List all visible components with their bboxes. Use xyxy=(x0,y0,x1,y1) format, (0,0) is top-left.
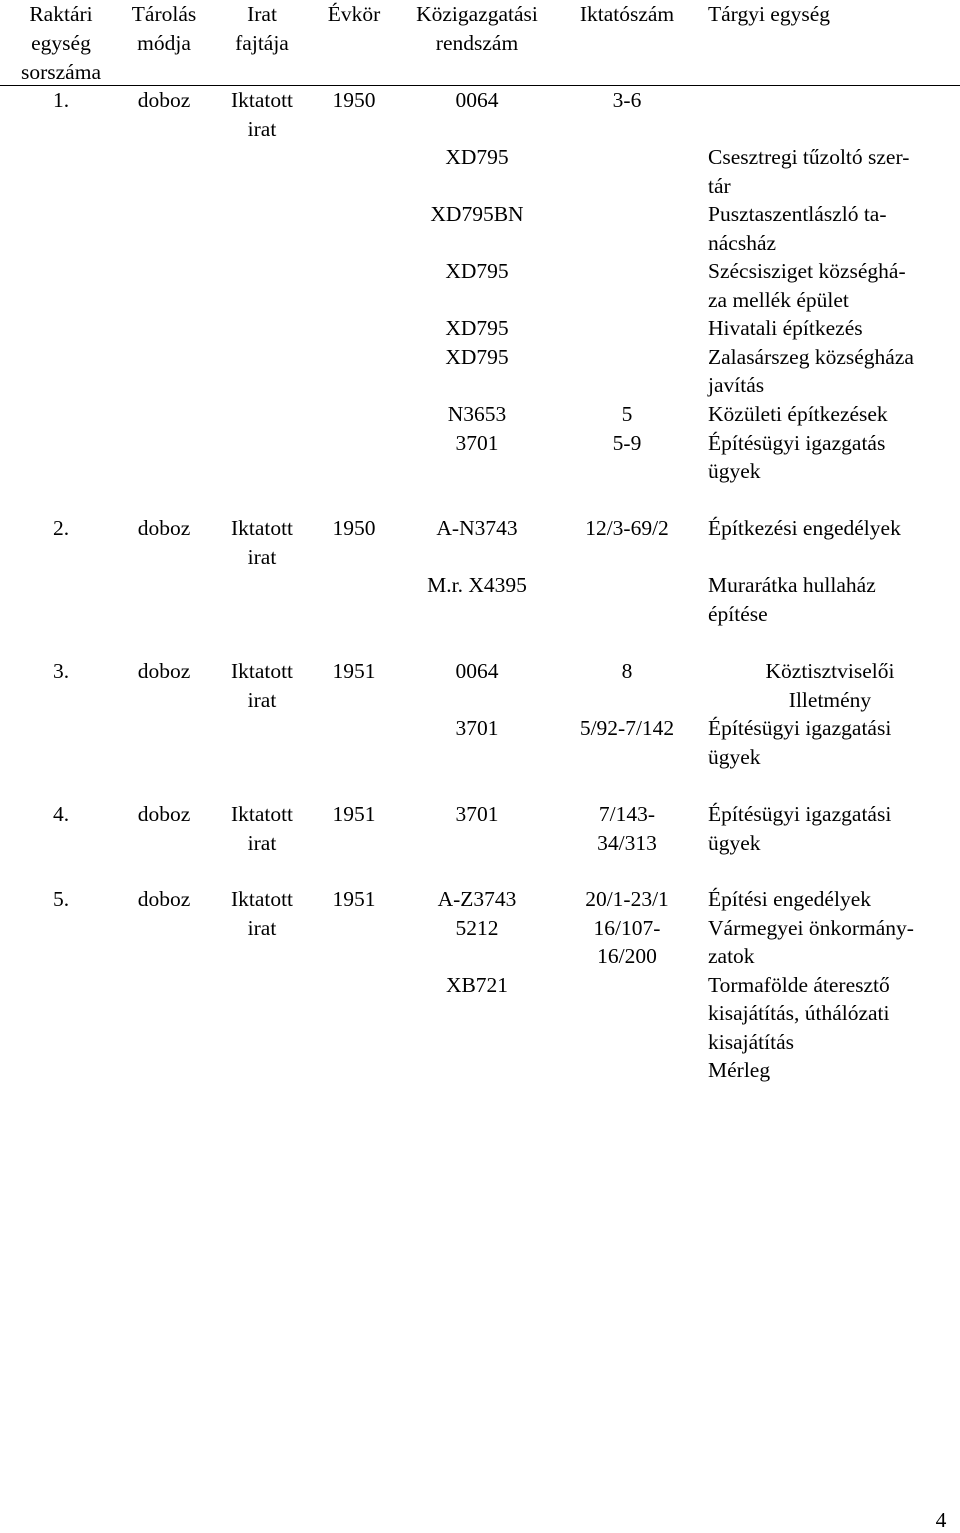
file-number: 20/1-23/1 xyxy=(585,887,669,911)
document-type-line2: irat xyxy=(247,117,277,141)
document-type-line1: Iktatott xyxy=(230,887,294,911)
row-number: 5. xyxy=(52,887,70,911)
storage-mode: doboz xyxy=(137,887,191,911)
subject-line: Szécsisziget községhá- xyxy=(708,259,906,283)
subject-line: Hivatali építkezés xyxy=(708,316,863,340)
file-number: 16/107- xyxy=(593,916,661,940)
subject-line: Mérleg xyxy=(708,1058,771,1082)
subject-line: Építési engedélyek xyxy=(708,887,871,911)
admin-code: XB721 xyxy=(445,973,509,997)
admin-code: XD795 xyxy=(445,145,509,169)
document-type-line1: Iktatott xyxy=(230,659,294,683)
subject-line: nácsház xyxy=(708,231,777,255)
document-type-line1: Iktatott xyxy=(230,802,294,826)
admin-code: XD795 xyxy=(445,259,509,283)
storage-mode: doboz xyxy=(137,802,191,826)
subject-line: Közületi építkezések xyxy=(708,402,888,426)
document-type-line1: Iktatott xyxy=(230,516,294,540)
subject-line: Építésügyi igazgatási xyxy=(708,716,892,740)
file-number: 12/3-69/2 xyxy=(585,516,669,540)
header-targyi: Tárgyi egység xyxy=(708,2,830,26)
admin-code: 5212 xyxy=(455,916,499,940)
admin-code: 3701 xyxy=(455,802,499,826)
subject-line: Csesztregi tűzoltó szer- xyxy=(708,145,910,169)
year: 1950 xyxy=(332,516,376,540)
subject-line: Zalasárszeg községháza xyxy=(708,345,914,369)
file-number: 8 xyxy=(621,659,633,683)
storage-mode: doboz xyxy=(137,659,191,683)
subject-line: zatok xyxy=(708,944,755,968)
header-kozig-line1: Közigazgatási xyxy=(416,2,538,26)
file-number: 5/92-7/142 xyxy=(579,716,675,740)
header-tarolas-line2: módja xyxy=(137,31,191,55)
file-number: 7/143- xyxy=(598,802,656,826)
subject-line: építése xyxy=(708,602,768,626)
admin-code: XD795 xyxy=(445,316,509,340)
header-raktari-line2: egység xyxy=(31,31,91,55)
admin-code: A-Z3743 xyxy=(437,887,517,911)
header-irat-line2: fajtája xyxy=(235,31,289,55)
row-number: 2. xyxy=(52,516,70,540)
year: 1951 xyxy=(332,659,376,683)
header-raktari-line1: Raktári xyxy=(29,2,93,26)
admin-code: M.r. X4395 xyxy=(427,573,527,597)
document-type-line2: irat xyxy=(247,688,277,712)
document-type-line2: irat xyxy=(247,545,277,569)
year: 1951 xyxy=(332,887,376,911)
admin-code: 0064 xyxy=(455,88,499,112)
header-kozig-line2: rendszám xyxy=(435,31,519,55)
file-number: 34/313 xyxy=(597,831,657,855)
header-tarolas-line1: Tárolás xyxy=(131,2,197,26)
document-type-line1: Iktatott xyxy=(230,88,294,112)
file-number: 3-6 xyxy=(612,88,642,112)
header-irat-line1: Irat xyxy=(247,2,277,26)
subject-line: kisajátítás, úthálózati xyxy=(708,1001,890,1025)
admin-code: XD795 xyxy=(445,345,509,369)
subject-line: Vármegyei önkormány- xyxy=(708,916,914,940)
admin-code: 0064 xyxy=(455,659,499,683)
page-number: 4 xyxy=(935,1508,947,1532)
header-raktari-line3: sorszáma xyxy=(21,60,101,84)
subject-line: za mellék épület xyxy=(708,288,849,312)
row-number: 1. xyxy=(52,88,70,112)
subject-line: Építkezési engedélyek xyxy=(708,516,901,540)
subject-line: Pusztaszentlászló ta- xyxy=(708,202,887,226)
row-number: 3. xyxy=(52,659,70,683)
year: 1951 xyxy=(332,802,376,826)
storage-mode: doboz xyxy=(137,516,191,540)
document-type-line2: irat xyxy=(247,916,277,940)
subject-line: ügyek xyxy=(708,745,761,769)
header-iktato: Iktatószám xyxy=(579,2,675,26)
subject-line: Illetmény xyxy=(788,688,872,712)
admin-code: A-N3743 xyxy=(436,516,518,540)
admin-code: 3701 xyxy=(455,716,499,740)
subject-line: tár xyxy=(708,174,731,198)
header-evkor: Évkör xyxy=(327,2,381,26)
subject-line: kisajátítás xyxy=(708,1030,794,1054)
subject-line: ügyek xyxy=(708,459,761,483)
file-number: 5 xyxy=(621,402,633,426)
subject-line: javítás xyxy=(708,373,765,397)
subject-line: ügyek xyxy=(708,831,761,855)
admin-code: 3701 xyxy=(455,431,499,455)
year: 1950 xyxy=(332,88,376,112)
subject-line: Murarátka hullaház xyxy=(708,573,876,597)
document-type-line2: irat xyxy=(247,831,277,855)
subject-line: Építésügyi igazgatás xyxy=(708,431,886,455)
file-number: 16/200 xyxy=(597,944,657,968)
admin-code: N3653 xyxy=(447,402,507,426)
row-number: 4. xyxy=(52,802,70,826)
subject-line: Tormafölde áteresztő xyxy=(708,973,890,997)
subject-line: Építésügyi igazgatási xyxy=(708,802,892,826)
file-number: 5-9 xyxy=(612,431,642,455)
admin-code: XD795BN xyxy=(430,202,524,226)
storage-mode: doboz xyxy=(137,88,191,112)
subject-line: Köztisztviselői xyxy=(765,659,895,683)
